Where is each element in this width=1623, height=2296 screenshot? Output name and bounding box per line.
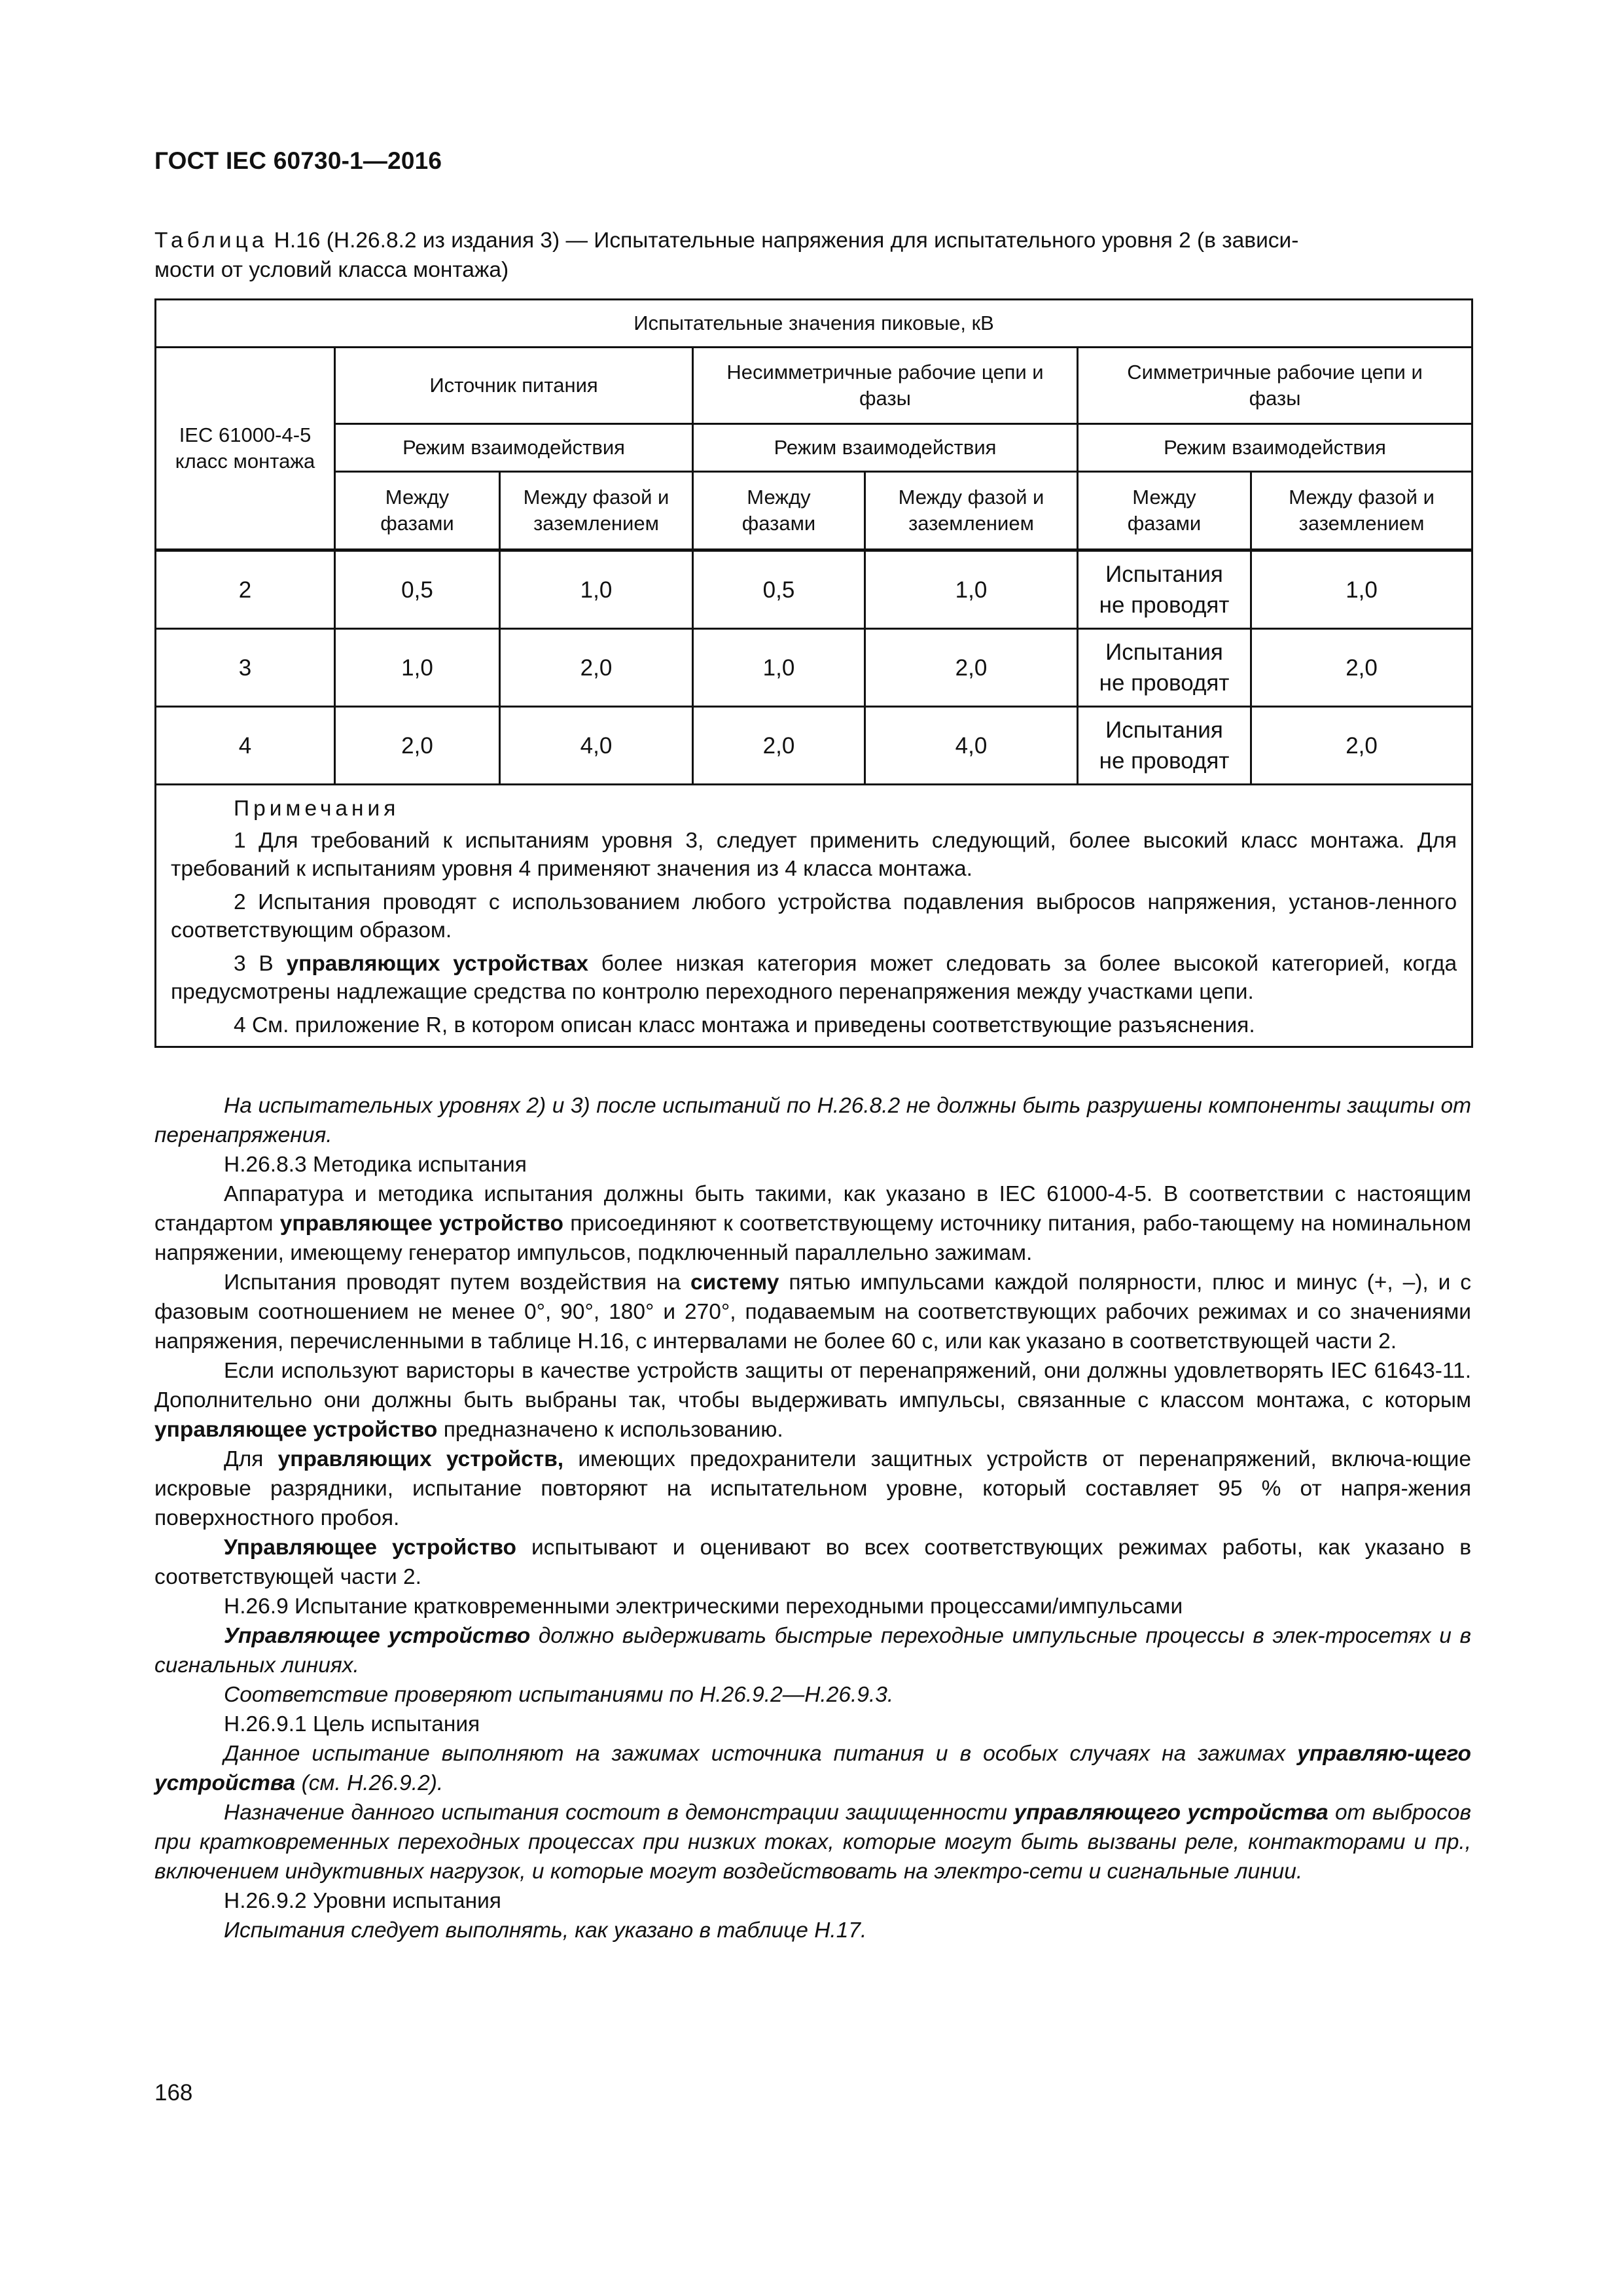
paragraph: [154, 1533, 1471, 1592]
paragraph-text: присоединяют к соответствующему источнику питания, рабо-тающему на номинальном напряжении, имеющему генератор импульсов, подключенный параллельно зажимам.: [154, 1211, 1471, 1265]
paragraph: [154, 1356, 1471, 1444]
value-cell: 2,0: [865, 629, 1078, 707]
paragraph-text: На испытательных уровнях 2) и 3) после испытаний по Н.26.8.2 не должны быть разрушены компоненты защиты от перенапряжения.: [154, 1094, 1471, 1147]
subsection-heading: [154, 1592, 1471, 1621]
table-caption-label: Таблица: [154, 228, 268, 253]
sub-header-phase-phase: Между фазами: [1078, 472, 1251, 550]
paragraph-text: предназначено к использованию.: [437, 1418, 783, 1442]
paragraph: [154, 1179, 1471, 1268]
table-caption-text-cont: мости от условий класса монтажа): [154, 258, 509, 282]
paragraph: [154, 1739, 1471, 1798]
group-header-power-source: Источник питания: [335, 348, 693, 424]
paragraph: [154, 1680, 1471, 1710]
defined-term: Управляющее устройство: [224, 1535, 517, 1560]
table-row: [156, 707, 1472, 785]
paragraph: [154, 1444, 1471, 1533]
note-item: [171, 888, 1457, 944]
value-cell: 1,0: [865, 550, 1078, 629]
defined-term: управляю-щего устройства: [154, 1742, 1471, 1795]
value-cell: 4,0: [865, 707, 1078, 785]
note-text: более низкая категория может следовать за более высокой категорией, когда предусмотрены надлежащие средства по контролю переходного перенапряжения между участками цепи.: [171, 952, 1457, 1004]
test-voltage-table: [154, 298, 1473, 1048]
table-top-header: Испытательные значения пиковые, кВ: [156, 300, 1472, 348]
subsection-heading: [154, 1886, 1471, 1916]
group-header-asymmetric-circuits: Несимметричные рабочие цепи и фазы: [693, 348, 1078, 424]
table-caption-text: Н.16 (Н.26.8.2 из издания 3) — Испытательные напряжения для испытательного уровня 2 (в зависи-: [268, 228, 1299, 253]
paragraph-text: Соответствие проверяют испытаниями по Н.26.9.2—Н.26.9.3.: [224, 1683, 894, 1707]
paragraph-text: должно выдерживать быстрые переходные импульсные процессы в элек-тросетях и в сигнальных линиях.: [154, 1624, 1471, 1677]
class-cell: 4: [156, 707, 335, 785]
sub-header-phase-ground: Между фазой и заземлением: [865, 472, 1078, 550]
value-cell: 2,0: [693, 707, 865, 785]
paragraph-text: испытывают и оценивают во всех соответствующих режимах работы, как указано в соответствующей части 2.: [154, 1535, 1472, 1589]
paragraph-text: Н.26.8.3 Методика испытания: [224, 1153, 527, 1177]
sub-header-phase-phase: Между фазами: [335, 472, 500, 550]
value-cell: 2,0: [335, 707, 500, 785]
class-column-header: IEC 61000-4-5 класс монтажа: [156, 348, 335, 550]
group-header-symmetric-circuits: Симметричные рабочие цепи и фазы: [1078, 348, 1472, 424]
defined-term: управляющих устройств,: [277, 1447, 564, 1471]
defined-term: систему: [690, 1270, 779, 1295]
paragraph: [154, 1091, 1471, 1150]
paragraph-text: Испытания проводят путем воздействия на: [224, 1270, 690, 1295]
paragraph-text: Назначение данного испытания состоит в демонстрации защищенности: [224, 1801, 1014, 1825]
note-text: 1 Для требований к испытаниям уровня 3, следует применить следующий, более высокий класс монтажа. Для требований к испытаниям уровня 4 применяют значения из 4 класса монтажа.: [171, 829, 1457, 881]
sub-header-phase-ground: Между фазой и заземлением: [500, 472, 693, 550]
paragraph: [154, 1916, 1471, 1945]
page-number: 168: [154, 2080, 193, 2106]
value-cell: 1,0: [1251, 550, 1472, 629]
note-item: [171, 950, 1457, 1006]
value-cell: Испытания не проводят: [1078, 550, 1251, 629]
sub-header-phase-phase: Между фазами: [693, 472, 865, 550]
paragraph-text: пятью импульсами каждой полярности, плюс и минус (+, –), и с фазовым соотношением не менее 0°, 90°, 180° и 270°, подаваемым на соответствующих рабочих режимах и со значениями напряжения, перечисленными в таблице Н.16, с интервалами не более 60 с, или как указано в соответствующей части 2.: [154, 1270, 1472, 1354]
defined-term: Управляющее устройство: [224, 1624, 531, 1648]
value-cell: 2,0: [500, 629, 693, 707]
value-cell: Испытания не проводят: [1078, 629, 1251, 707]
paragraph-text: Данное испытание выполняют на зажимах источника питания и в особых случаях на зажимах: [224, 1742, 1298, 1766]
body-text: [154, 1091, 1471, 1945]
test-voltage-table-container: [154, 298, 1471, 1048]
class-cell: 2: [156, 550, 335, 629]
defined-term: управляющего устройства: [1014, 1801, 1329, 1825]
value-cell: 1,0: [335, 629, 500, 707]
value-cell: 4,0: [500, 707, 693, 785]
value-cell: 2,0: [1251, 629, 1472, 707]
sub-header-phase-ground: Между фазой и заземлением: [1251, 472, 1472, 550]
value-cell: Испытания не проводят: [1078, 707, 1251, 785]
paragraph-text: Н.26.9.1 Цель испытания: [224, 1712, 480, 1736]
table-notes: [156, 785, 1472, 1047]
paragraph-text: Испытания следует выполнять, как указано в таблице Н.17.: [224, 1918, 867, 1943]
paragraph-text: Для: [224, 1447, 278, 1471]
defined-term: управляющее устройство: [279, 1211, 564, 1236]
mode-header: Режим взаимодействия: [1078, 424, 1472, 472]
subsection-heading: [154, 1710, 1471, 1739]
value-cell: 2,0: [1251, 707, 1472, 785]
note-text: 3 В: [234, 952, 287, 976]
paragraph-text: Н.26.9.2 Уровни испытания: [224, 1889, 501, 1913]
paragraph-text: Н.26.9 Испытание кратковременными электрическими переходными процессами/импульсами: [224, 1594, 1183, 1619]
value-cell: 0,5: [335, 550, 500, 629]
note-item: [171, 1011, 1457, 1039]
note-text: 2 Испытания проводят с использованием любого устройства подавления выбросов напряжения, установ-ленного соответствующим образом.: [171, 890, 1457, 942]
defined-term: управляющих устройствах: [286, 952, 589, 976]
defined-term: управляющее устройство: [154, 1418, 438, 1442]
mode-header: Режим взаимодействия: [335, 424, 693, 472]
paragraph: [154, 1621, 1471, 1680]
value-cell: 0,5: [693, 550, 865, 629]
value-cell: 1,0: [693, 629, 865, 707]
notes-title: Примечания: [234, 797, 400, 821]
paragraph: [154, 1798, 1471, 1886]
paragraph: [154, 1268, 1471, 1356]
table-row: [156, 629, 1472, 707]
document-header: ГОСТ IEC 60730-1—2016: [154, 147, 442, 174]
table-caption: [154, 226, 1471, 285]
paragraph-text: Если используют варисторы в качестве устройств защиты от перенапряжений, они должны удовлетворять IEC 61643-11. Дополнительно они должны быть выбраны так, чтобы выдерживать импульсы, связанные с классом монтажа, с которым: [154, 1359, 1471, 1412]
mode-header: Режим взаимодействия: [693, 424, 1078, 472]
note-item: [171, 827, 1457, 883]
paragraph-text: от выбросов при кратковременных переходных процессах при низких токах, которые могут быть вызваны реле, контакторами и пр., включением индуктивных нагрузок, и которые могут воздействовать на электро-сети и сигнальные линии.: [154, 1801, 1471, 1884]
value-cell: 1,0: [500, 550, 693, 629]
subsection-heading: [154, 1150, 1471, 1179]
paragraph-text: (см. Н.26.9.2).: [295, 1771, 444, 1795]
class-cell: 3: [156, 629, 335, 707]
paragraph-text: Аппаратура и методика испытания должны быть такими, как указано в IEC 61000-4-5. В соответствии с настоящим стандартом: [154, 1182, 1471, 1236]
paragraph-text: имеющих предохранители защитных устройств от перенапряжений, включа-ющие искровые разрядники, испытание повторяют на испытательном уровне, который составляет 95 % от напря-жения поверхностного пробоя.: [154, 1447, 1471, 1530]
note-text: 4 См. приложение R, в котором описан класс монтажа и приведены соответствующие разъяснения.: [234, 1013, 1255, 1037]
table-row: [156, 550, 1472, 629]
